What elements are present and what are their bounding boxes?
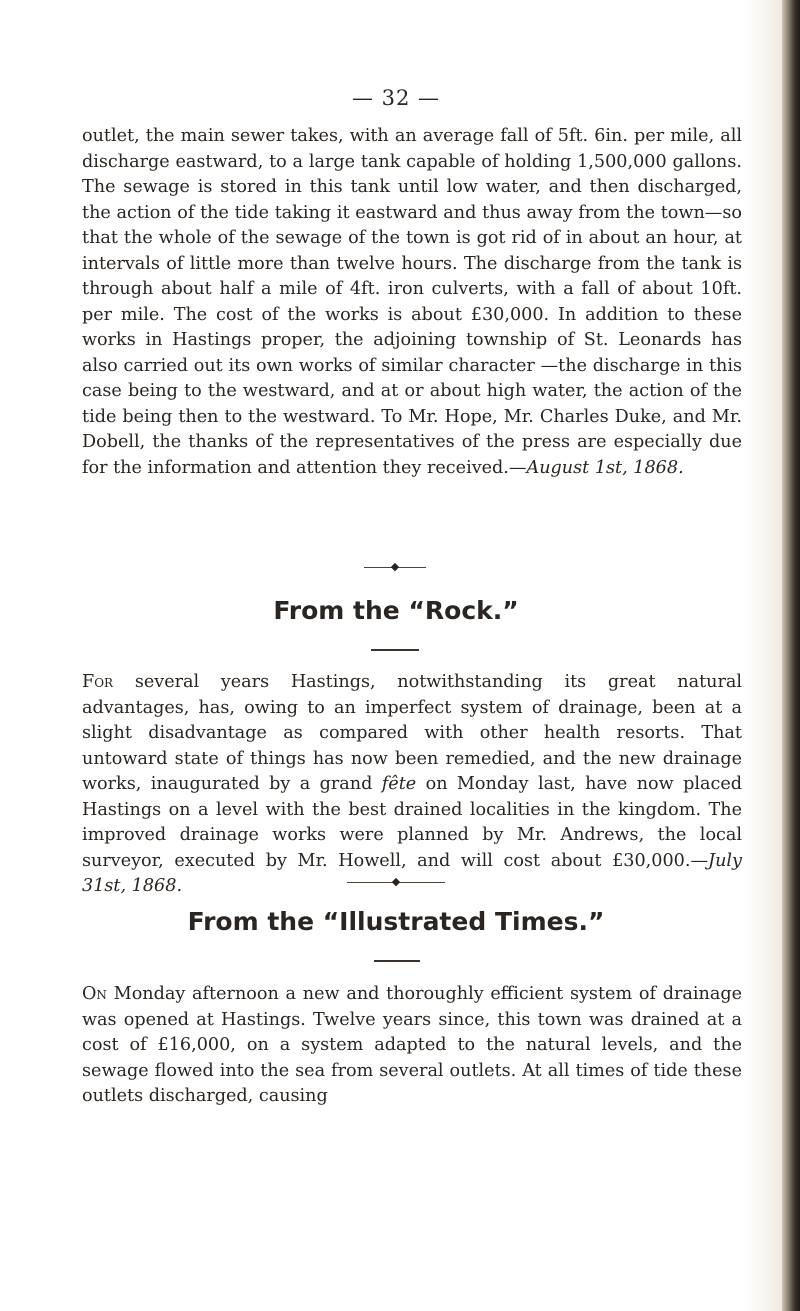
page-edge-shadow [782,0,800,1311]
fete-word: fête [381,774,417,794]
paragraph-text-continued: on Monday last, have now placed Hastings on a level with the best drained localities in the kingdom. The improved drainage works were planned by Mr. Andrews, the local surveyor, executed by Mr. Howell, and will cost about £30,000.— [82,774,742,871]
diamond-ornament-icon: ◆ [390,560,400,573]
section-divider [364,560,426,573]
section-divider [347,875,445,888]
heading-underline [374,960,420,962]
dateline: July 31st, 1868. [82,850,742,896]
heading-illustrated-times: From the “Illustrated Times.” [187,907,605,936]
lead-word: For [82,672,114,692]
paragraph-rock [82,670,742,900]
diamond-ornament-icon: ◆ [391,875,401,888]
paragraph-text: outlet, the main sewer takes, with an average fall of 5ft. 6in. per mile, all discharge eastward, to a large tank capable of holding 1,500,000 gallons. The sewage is stored in this tank until low water, and then discharged, the action of the tide taking it eastward and thus away from the town—so that the whole of the sewage of the town is got rid of in about an hour, at intervals of little more than twelve hours. The discharge from the tank is through about half a mile of 4ft. iron culverts, with a fall of about 10ft. per mile. The cost of the works is about £30,000. In addition to these works in Hastings proper, the adjoining township of St. Leonards has also carried out its own works of similar character —the discharge in this case being to the westward, and at or about high water, the action of the tide being then to the westward. To Mr. Hope, Mr. Charles Duke, and Mr. Dobell, the thanks of the representatives of the press are especially due for the information and attention they received.— [82,126,742,478]
paragraph-text: Monday afternoon a new and thoroughly efficient system of drainage was opened at Hastings. Twelve years since, this town was drained at a cost of £16,000, on a system adapted to the natural levels, and the sewage flowed into the sea from several outlets. At all times of tide these outlets discharged, causing [82,984,742,1106]
paragraph-text: several years Hastings, notwithstanding its great natural advantages, has, owing to an imperfect system of drainage, been at a slight disadvantage as compared with other health resorts. That untoward state of things has now been remedied, and the new drainage works, inaugurated by a grand [82,672,743,794]
heading-rock: From the “Rock.” [273,596,519,625]
heading-underline [371,649,419,651]
paragraph-sewer-outlet [82,124,742,481]
lead-word: On [82,984,107,1004]
dateline: August 1st, 1868. [526,457,684,478]
page-number: — 32 — [351,86,441,110]
paragraph-illustrated-times [82,982,742,1110]
